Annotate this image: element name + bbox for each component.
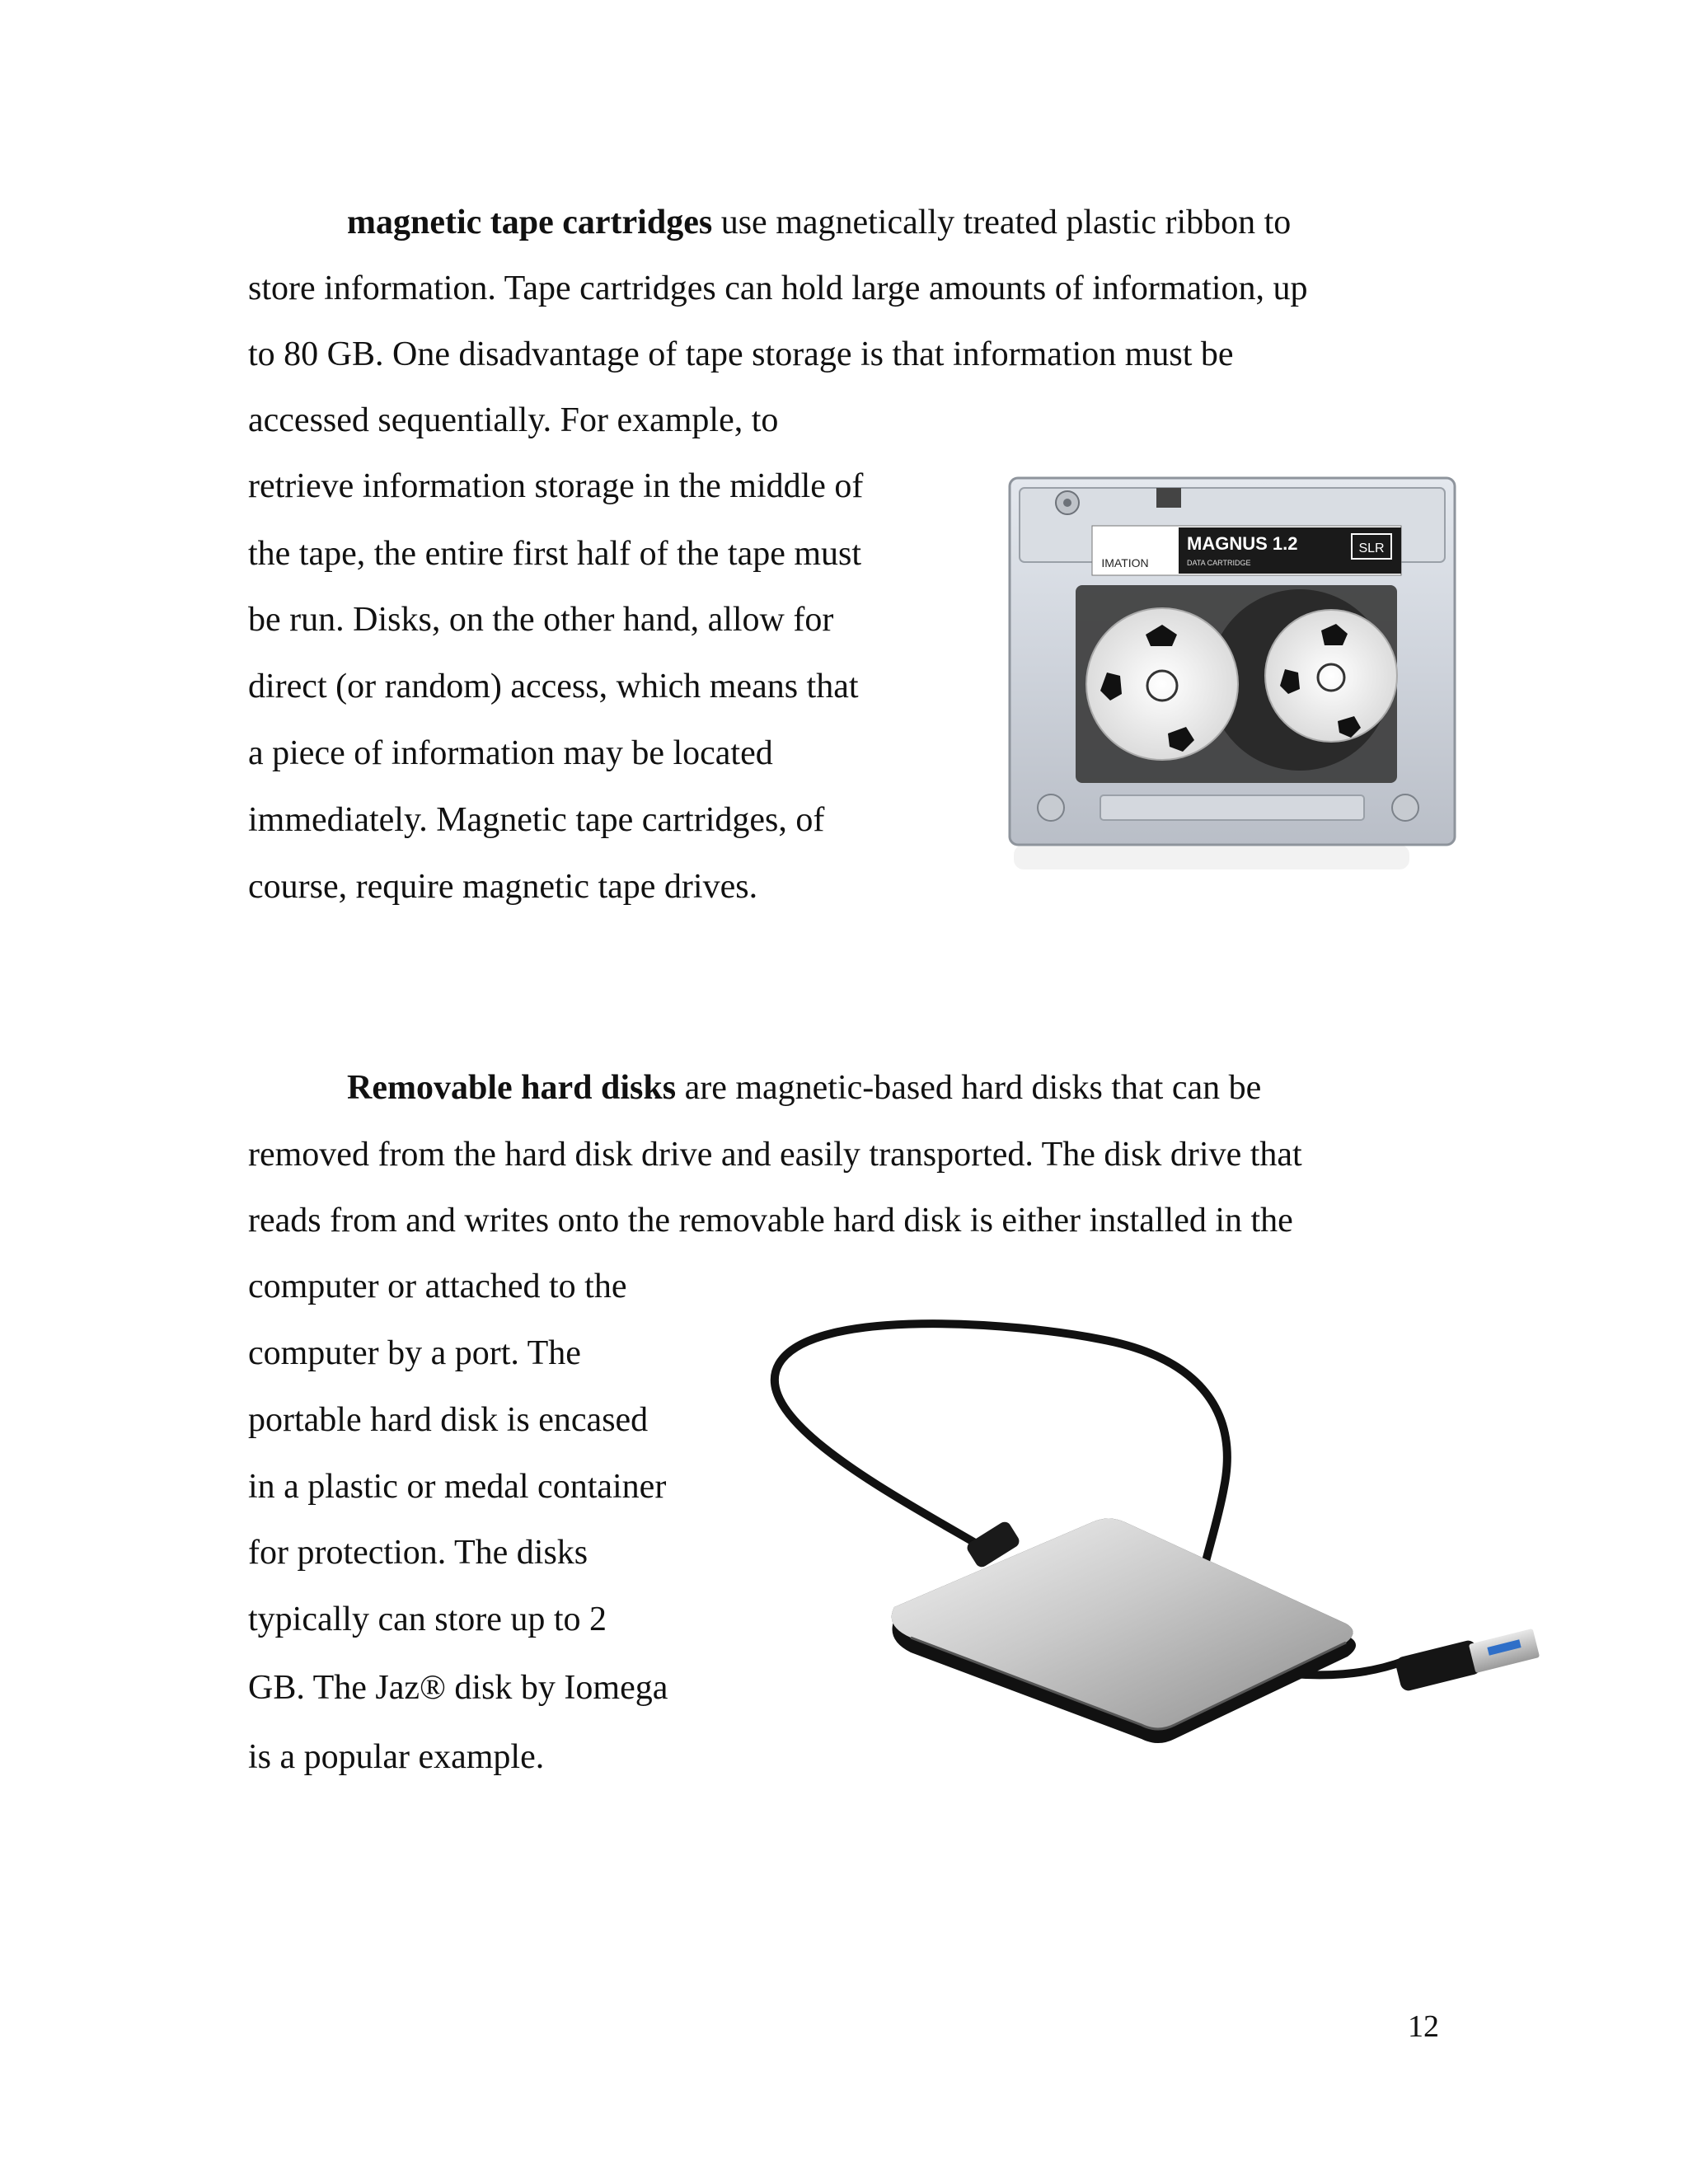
tape-brand-label: IMATION: [1101, 556, 1149, 569]
tape-paragraph-line-3: to 80 GB. One disadvantage of tape storage is that information must be: [248, 335, 1234, 373]
tape-paragraph-line-6: the tape, the entire first half of the tape must: [248, 535, 862, 573]
portable-hard-drive-image: [746, 1306, 1570, 1801]
line-text: are magnetic-based hard disks that can be: [676, 1069, 1262, 1107]
line-text: use magnetically treated plastic ribbon to: [712, 204, 1292, 241]
left-reel-icon: [1086, 608, 1238, 760]
hard-drive-body: [892, 1519, 1356, 1744]
disk-paragraph-line-5: computer by a port. The: [248, 1334, 581, 1372]
disk-term: Removable hard disks: [347, 1069, 677, 1107]
tape-badge-label: SLR: [1358, 541, 1385, 555]
tape-subtext-label: DATA CARTRIDGE: [1187, 559, 1251, 567]
tape-paragraph-line-9: a piece of information may be located: [248, 734, 773, 772]
tape-paragraph-line-7: be run. Disks, on the other hand, allow for: [248, 601, 834, 639]
usb-plug-icon: [1394, 1629, 1540, 1693]
tape-paragraph-line-2: store information. Tape cartridges can hold large amounts of information, up: [248, 269, 1308, 307]
disk-paragraph-line-9: typically can store up to 2: [248, 1601, 607, 1638]
tape-cartridge-image: [968, 470, 1473, 886]
tape-paragraph-line-5: retrieve information storage in the middle of: [248, 467, 864, 505]
disk-paragraph-line-8: for protection. The disks: [248, 1534, 588, 1572]
tape-paragraph-line-4: accessed sequentially. For example, to: [248, 401, 779, 439]
tape-paragraph-line-8: direct (or random) access, which means that: [248, 668, 859, 705]
right-reel-icon: [1265, 610, 1397, 742]
tape-model-label: MAGNUS 1.2: [1187, 533, 1298, 554]
page-number: 12: [1408, 2009, 1439, 2044]
disk-paragraph-line-10: GB. The Jaz® disk by Iomega: [248, 1669, 668, 1707]
tape-cartridge-illustration: [968, 470, 1473, 886]
portable-hard-drive-illustration: [746, 1306, 1570, 1801]
disk-paragraph-line-4: computer or attached to the: [248, 1268, 627, 1305]
disk-paragraph-line-7: in a plastic or medal container: [248, 1468, 667, 1506]
disk-paragraph-line-6: portable hard disk is encased: [248, 1401, 649, 1439]
tape-paragraph-line-11: course, require magnetic tape drives.: [248, 868, 758, 906]
tape-term: magnetic tape cartridges: [347, 204, 713, 241]
disk-paragraph-line-2: removed from the hard disk drive and easily transported. The disk drive that: [248, 1136, 1302, 1174]
tape-paragraph-line-1: [347, 190, 1291, 255]
disk-paragraph-line-3: reads from and writes onto the removable hard disk is either installed in the: [248, 1202, 1293, 1240]
disk-paragraph-line-1: [347, 1055, 1261, 1121]
tape-paragraph-line-10: immediately. Magnetic tape cartridges, of: [248, 801, 825, 839]
disk-paragraph-line-11: is a popular example.: [248, 1738, 545, 1776]
